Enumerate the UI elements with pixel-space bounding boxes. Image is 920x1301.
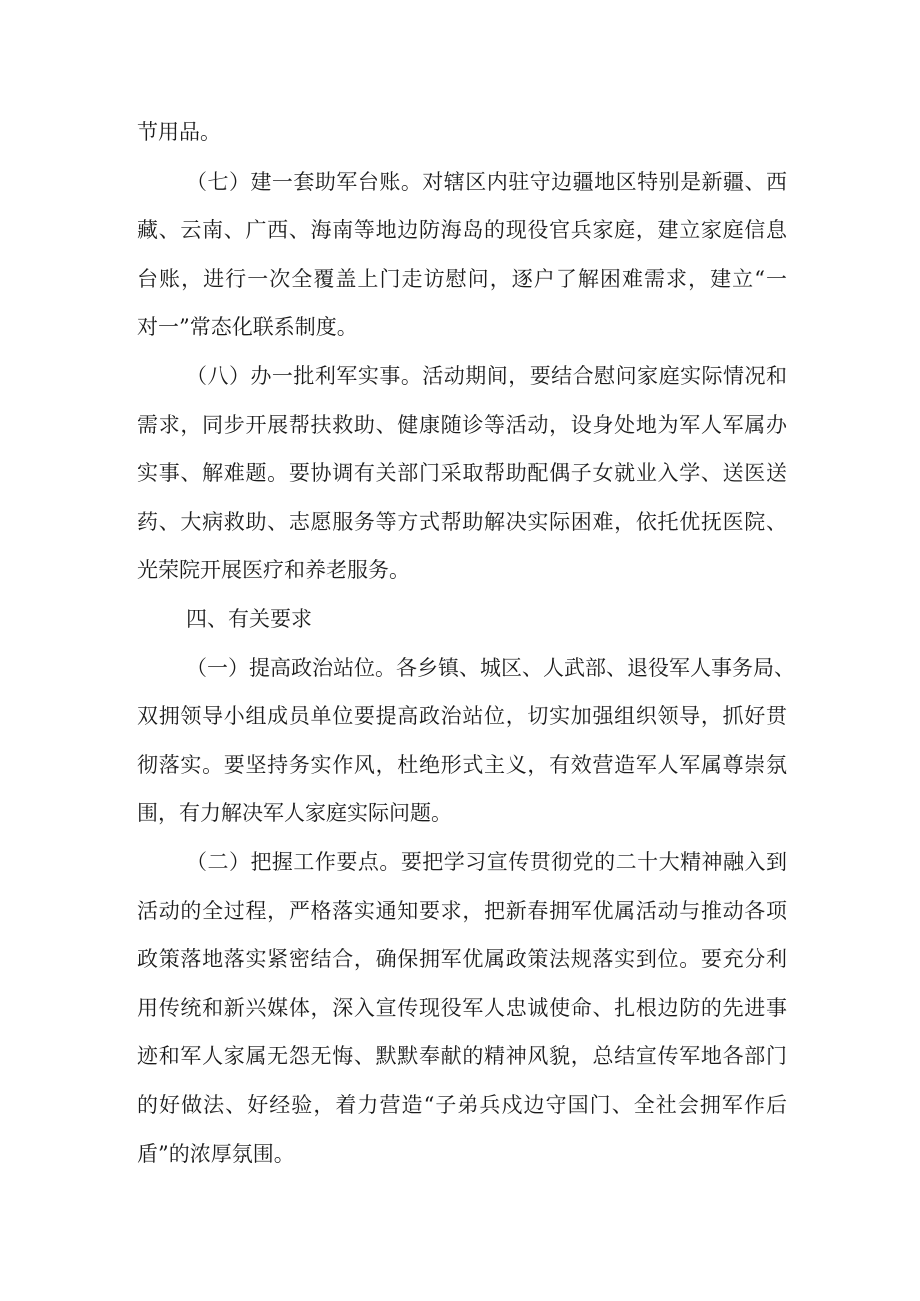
text-line: 节用品。 — [137, 120, 221, 144]
section-heading-line: （八）办一批利军实事。活动期间，要结合慰问家庭实际情况和 — [186, 364, 787, 388]
text-line: 盾”的浓厚氛围。 — [137, 1142, 295, 1166]
section-heading-line: （一）提高政治站位。各乡镇、城区、人武部、退役军人事务局、 — [186, 656, 795, 680]
text-line: 药、大病救助、志愿服务等方式帮助解决实际困难，依托优抚医院、 — [137, 510, 787, 534]
text-line: 迹和军人家属无怨无悔、默默奉献的精神风貌，总结宣传军地各部门 — [137, 1044, 787, 1068]
text-line: 双拥领导小组成员单位要提高政治站位，切实加强组织领导，抓好贯 — [137, 704, 787, 728]
text-line: 实事、解难题。要协调有关部门采取帮助配偶子女就业入学、送医送 — [137, 461, 787, 485]
text-line: 对一”常态化联系制度。 — [137, 315, 358, 339]
text-line: 光荣院开展医疗和养老服务。 — [137, 558, 410, 582]
text-line: 围，有力解决军人家庭实际问题。 — [137, 801, 452, 825]
text-line: 需求，同步开展帮扶救助、健康随诊等活动，设身处地为军人军属办 — [137, 413, 787, 437]
text-line: 台账，进行一次全覆盖上门走访慰问，逐户了解困难需求，建立“一 — [137, 267, 787, 291]
text-line: 政策落地落实紧密结合，确保拥军优属政策法规落实到位。要充分利 — [137, 947, 787, 971]
text-line: 用传统和新兴媒体，深入宣传现役军人忠诚使命、扎根边防的先进事 — [137, 996, 787, 1020]
text-line: 彻落实。要坚持务实作风，杜绝形式主义，有效营造军人军属尊崇氛 — [137, 753, 787, 777]
text-line: 的好做法、好经验，着力营造“子弟兵戍边守国门、全社会拥军作后 — [137, 1093, 787, 1117]
section-heading-line: （七）建一套助军台账。对辖区内驻守边疆地区特别是新疆、西 — [186, 170, 787, 194]
section-heading-line: （二）把握工作要点。要把学习宣传贯彻党的二十大精神融入到 — [186, 850, 787, 874]
text-line: 活动的全过程，严格落实通知要求，把新春拥军优属活动与推动各项 — [137, 899, 787, 923]
text-line: 藏、云南、广西、海南等地边防海岛的现役官兵家庭，建立家庭信息 — [137, 218, 787, 242]
chapter-heading: 四、有关要求 — [186, 607, 312, 631]
